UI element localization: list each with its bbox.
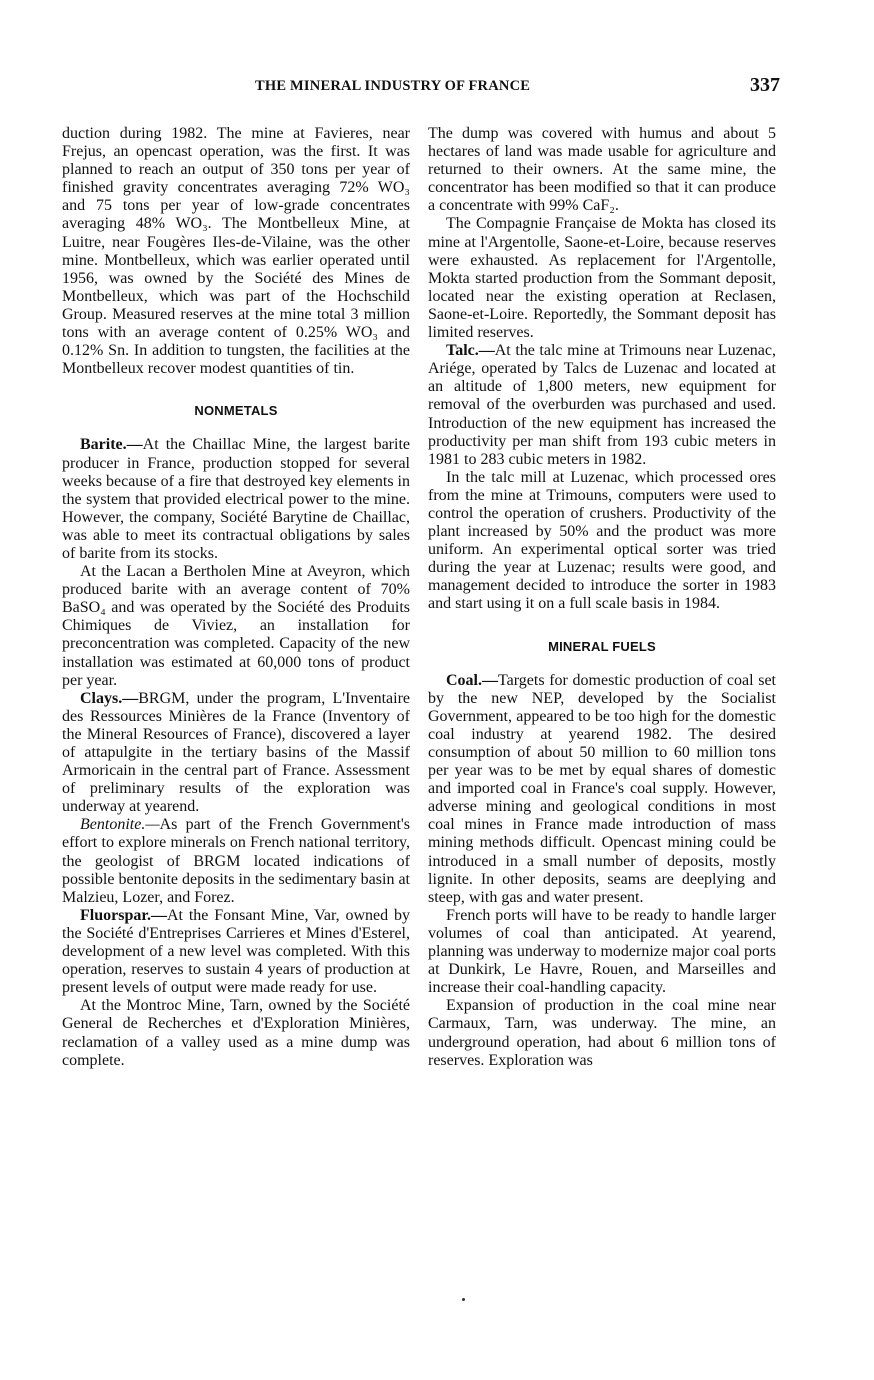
paragraph-barite	[62, 436, 410, 563]
page-number: 337	[750, 74, 780, 96]
paragraph-talc-mill: In the talc mill at Luzenac, which processed ores from the mine at Trimouns, computers were used to control the operation of crushers. Productivity of the plant increased by 50% and the product was more uniform. An experimental optical sorter was tried during the year at Luzenac; results were good, and management decided to introduce the sorter in 1983 and start using it on a full scale basis in 1984.	[428, 468, 776, 613]
paragraph-lacan: At the Lacan a Bertholen Mine at Aveyron, which produced barite with an average content of 70% BaSO₄ and was operated by the Société des Produits Chimiques de Viviez, an installation for preconcentration was completed. Capacity of the new installation was estimated at 60,000 tons of product per year.	[62, 563, 410, 689]
lead-bentonite: Bentonite.—	[80, 816, 160, 834]
section-heading-nonmetals: NONMETALS	[194, 403, 278, 419]
barite-text: At the Chaillac Mine, the largest barite producer in France, production stopped for several weeks because of a fire that destroyed key elements in the system that provided electrical power to the mine. However, the company, Société Barytine de Chaillac, was able to meet its contractual obligations by sales of barite from its stocks.	[62, 436, 410, 562]
lead-barite: Barite.—	[80, 436, 143, 454]
running-title: THE MINERAL INDUSTRY OF FRANCE	[255, 78, 531, 94]
paragraph-carmaux: Expansion of production in the coal mine near Carmaux, Tarn, was underway. The mine, an underground operation, had about 6 million tons of reserves. Exploration was	[428, 997, 776, 1069]
paragraph-talc	[428, 342, 776, 469]
coal-text: Targets for domestic production of coal set by the new NEP, developed by the Socialist Government, appeared to be too high for the domestic coal industry at yearend 1982. The desired consumption of about 50 million to 60 million tons per year was to be met by equal shares of domestic and imported coal in France's coal supply. However, adverse mining and geological conditions in most coal mines in France made introduction of mass mining methods difficult. Opencast mining could be introduced in a small number of deposits, mostly lignite. In other deposits, seams are deeplying and steep, with gas and water present.	[428, 671, 776, 906]
scan-speck	[462, 1298, 465, 1301]
talc-text: At the talc mine at Trimouns near Luzenac, Ariége, operated by Talcs de Luzenac and located at an altitude of 1,800 meters, new equipment for removal of the overburden was purchased and used. Introduction of the new equipment has increased the productivity per man shift from 193 cubic meters in 1981 to 283 cubic meters in 1982.	[428, 342, 776, 468]
lead-talc: Talc.—	[446, 342, 495, 360]
section-heading-mineral-fuels: MINERAL FUELS	[548, 638, 656, 654]
paragraph-fluorspar	[62, 907, 410, 997]
lead-clays: Clays.—	[80, 689, 139, 707]
bentonite-text: As part of the French Government's effort to explore minerals on French national territory, the geologist of BRGM located indications of possible bentonite deposits in the sedimentary basin at Malzieu, Lozer, and Forez.	[62, 816, 410, 906]
paragraph-bentonite	[62, 816, 410, 906]
paragraph-mokta: The Compagnie Française de Mokta has closed its mine at l'Argentolle, Saone-et-Loire, because reserves were exhausted. As replacement for l'Argentolle, Mokta started production from the Sommant deposit, located near the existing operation at Reclasen, Saone-et-Loire. Reportedly, the Sommant deposit has limited reserves.	[428, 215, 776, 342]
left-column	[62, 125, 410, 1070]
paragraph-ports: French ports will have to be ready to handle larger volumes of coal than anticipated. At yearend, planning was underway to modernize major coal ports at Dunkirk, Le Havre, Rouen, and Marseilles and increase their coal-handling capacity.	[428, 906, 776, 997]
paragraph-clays	[62, 690, 410, 817]
lead-coal: Coal.—	[446, 671, 498, 689]
right-column	[428, 125, 776, 1070]
lead-fluorspar: Fluorspar.—	[80, 906, 167, 924]
clays-text: BRGM, under the program, L'Inventaire des Ressources Minières de la France (Inventory of the Mineral Resources of France), discovered a layer of attapulgite in the tertiary basins of the Massif Armoricain in the central part of France. Assessment of preliminary results of the exploration was underway at yearend.	[62, 689, 410, 816]
paragraph-coal	[428, 672, 776, 907]
paragraph-dump: The dump was covered with humus and about 5 hectares of land was made usable for agriculture and returned to their owners. At the same mine, the concentrator has been modified so that it can produce a concentrate with 99% CaF₂.	[428, 125, 776, 215]
paragraph-tungsten-continued: duction during 1982. The mine at Favieres, near Frejus, an opencast operation, was the first. It was planned to reach an output of 350 tons per year of finished gravity concentrates averaging 72% WO₃ and 75 tons per year of low-grade concentrates averaging 48% WO₃. The Montbelleux Mine, at Luitre, near Fougères Iles-de-Vilaine, was the other mine. Montbelleux, which was earlier operated until 1956, was owned by the Société des Mines de Montbelleux, which was part of the Hochschild Group. Measured reserves at the mine total 3 million tons with an average content of 0.25% WO₃ and 0.12% Sn. In addition to tungsten, the facilities at the Montbelleux recover modest quantities of tin.	[62, 125, 410, 378]
running-head	[60, 74, 780, 100]
paragraph-montroc: At the Montroc Mine, Tarn, owned by the Société General de Recherches et d'Exploration Minières, reclamation of a valley used as a mine dump was complete.	[62, 997, 410, 1069]
fluorspar-text: At the Fonsant Mine, Var, owned by the Société d'Entreprises Carrieres et Mines d'Esterel, development of a new level was completed. With this operation, reserves to sustain 4 years of production at present levels of output were made ready for use.	[62, 906, 410, 997]
